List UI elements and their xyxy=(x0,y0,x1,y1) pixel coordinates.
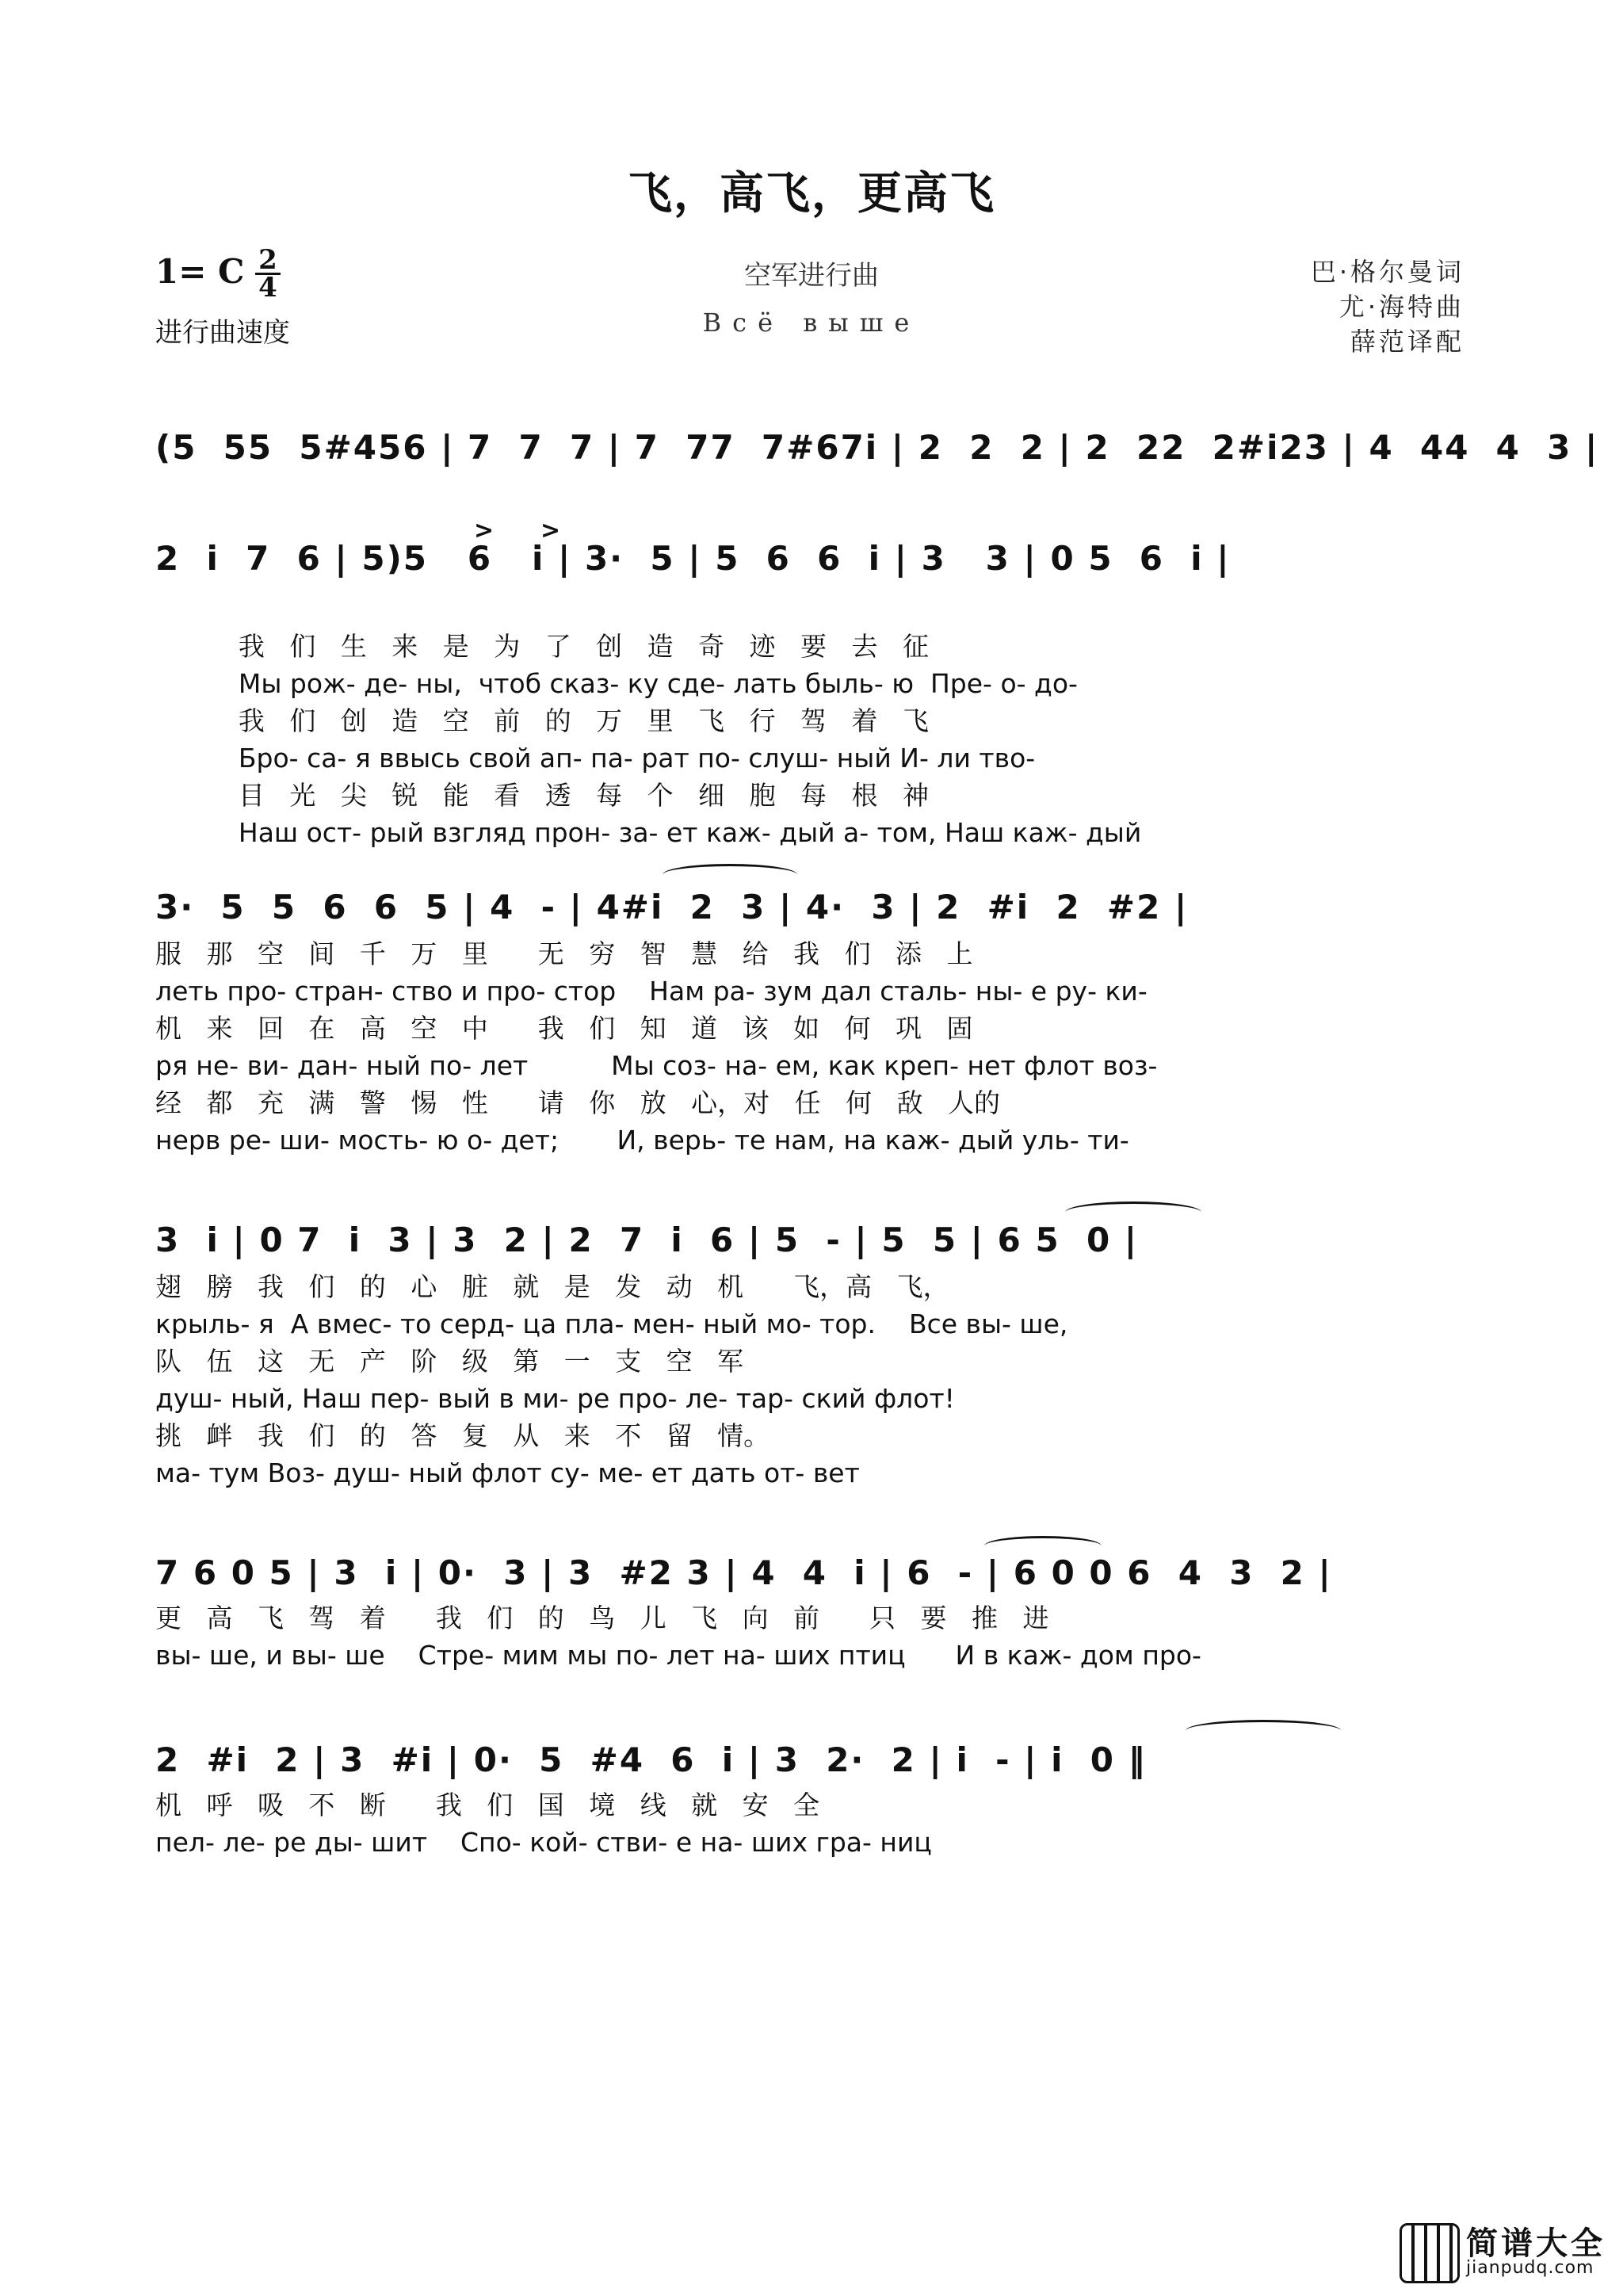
lyrics-verse-2-ru: душ- ный, Наш пер- вый в ми- ре про- ле- тар- ский флот! xyxy=(155,1383,955,1414)
composer-credit: 尤·海特曲 xyxy=(1338,292,1465,322)
piano-keys-icon xyxy=(1400,2223,1460,2283)
lyrics-verse-2-cn: 机 来 回 在 高 空 中 我 们 知 道 该 如 何 巩 固 xyxy=(155,1013,973,1044)
tie-arc xyxy=(663,864,797,885)
notes-line-1: (5 55 5#456 | 7 7 7 | 7 77 7#67i | 2 2 2 | 2 22 2#i23 | 4 44 4 3 | xyxy=(155,428,1599,467)
notes-line-4: 3 i | 0 7 i 3 | 3 2 | 2 7 i 6 | 5 - | 5 5 | 6 5 0 | xyxy=(155,1221,1139,1259)
lyrics-cn: 更 高 飞 驾 着 我 们 的 鸟 儿 飞 向 前 只 要 推 进 xyxy=(155,1603,1049,1633)
score-line-1 xyxy=(155,428,1599,491)
lyrics-ru: пел- ле- ре ды- шит Спо- кой- стви- е на- ших гра- ниц xyxy=(155,1827,932,1858)
time-signature-top: 2 xyxy=(258,244,277,276)
time-signature-bottom: 4 xyxy=(258,272,277,304)
lyrics-verse-3-ru: нерв ре- ши- мость- ю о- дет; И, верь- те нам, на каж- дый уль- ти- xyxy=(155,1125,1129,1156)
notes-line-2: 2 i 7 6 | 5)5 6 i | 3· 5 | 5 6 6 i | 3 3 | 0 5 6 i | xyxy=(155,539,1231,578)
notes-line-6: 2 #i 2 | 3 #i | 0· 5 #4 6 i | 3 2· 2 | i - | i 0 ‖ xyxy=(155,1740,1147,1779)
notes-line-3: 3· 5 5 6 6 5 | 4 - | 4#i 2 3 | 4· 3 | 2 #i 2 #2 | xyxy=(155,888,1189,926)
score-line-5 xyxy=(155,1553,1471,1688)
score-title: 飞，高飞，更高飞 xyxy=(628,168,995,220)
accent-mark: > xyxy=(474,517,495,544)
time-signature xyxy=(252,244,284,304)
subtitle-russian: Всё выше xyxy=(702,308,921,338)
lyrics-verse-3-cn: 经 都 充 满 警 惕 性 请 你 放 心，对 任 何 敌 人的 xyxy=(155,1087,1001,1118)
key-signature: 1= C xyxy=(155,252,245,291)
score-line-4 xyxy=(155,1221,1471,1490)
lyrics-verse-1-ru: Мы рож- де- ны, чтоб сказ- ку сде- лать быль- ю Пре- о- до- xyxy=(155,668,1078,699)
lyrics-verse-3-ru: ма- тум Воз- душ- ный флот су- ме- ет дать от- вет xyxy=(155,1457,860,1488)
lyrics-verse-3-cn: 目 光 尖 锐 能 看 透 每 个 细 胞 每 根 神 xyxy=(155,780,929,811)
lyrics-verse-3-ru: Наш ост- рый взгляд прон- за- ет каж- дый а- том, Наш каж- дый xyxy=(155,817,1142,848)
lyrics-verse-2-cn: 我 们 创 造 空 前 的 万 里 飞 行 驾 着 飞 xyxy=(155,705,929,736)
watermark-url: jianpudq.com xyxy=(1466,2258,1594,2278)
lyrics-verse-3-cn: 挑 衅 我 们 的 答 复 从 来 不 留 情。 xyxy=(155,1420,770,1451)
score-line-6 xyxy=(155,1740,1471,1875)
tie-arc xyxy=(1065,1201,1201,1223)
lyrics-verse-1-cn: 翅 膀 我 们 的 心 脏 就 是 发 动 机 飞，高 飞， xyxy=(155,1271,949,1302)
lyrics-verse-2-ru: Бро- са- я ввысь свой ап- па- рат по- слуш- ный И- ли тво- xyxy=(155,743,1036,774)
watermark-name: 简谱大全 xyxy=(1466,2225,1606,2262)
lyrics-cn: 机 呼 吸 不 断 我 们 国 境 线 就 安 全 xyxy=(155,1790,820,1820)
subtitle: 空军进行曲 xyxy=(744,260,879,292)
site-watermark xyxy=(1400,2218,1606,2285)
lyrics-ru: вы- ше, и вы- ше Стре- мим мы по- лет на- ших птиц И в каж- дом про- xyxy=(155,1640,1201,1671)
score-line-3 xyxy=(155,888,1471,1173)
lyrics-verse-1-ru: леть про- стран- ство и про- стор Нам ра- зум дал сталь- ны- е ру- ки- xyxy=(155,976,1148,1007)
notes-line-5: 7 6 0 5 | 3 i | 0· 3 | 3 #2 3 | 4 4 i | 6 - | 6 0 0 6 4 3 2 | xyxy=(155,1553,1332,1592)
score-line-2 xyxy=(155,517,1471,848)
tempo-marking: 进行曲速度 xyxy=(155,317,290,349)
tie-arc xyxy=(1186,1720,1341,1741)
lyrics-verse-2-cn: 队 伍 这 无 产 阶 级 第 一 支 空 军 xyxy=(155,1346,744,1377)
accent-mark: > xyxy=(540,517,561,544)
lyrics-verse-1-ru: крыль- я А вмес- то серд- ца пла- мен- ный мо- тор. Все вы- ше, xyxy=(155,1308,1068,1339)
lyrics-verse-1-cn: 我 们 生 来 是 为 了 创 造 奇 迹 要 去 征 xyxy=(155,631,929,662)
lyricist-credit: 巴·格尔曼词 xyxy=(1310,257,1465,287)
lyrics-verse-2-ru: ря не- ви- дан- ный по- лет Мы соз- на- ем, как креп- нет флот воз- xyxy=(155,1050,1158,1081)
lyrics-verse-1-cn: 服 那 空 间 千 万 里 无 穷 智 慧 给 我 们 添 上 xyxy=(155,938,973,969)
translator-credit: 薛范译配 xyxy=(1350,327,1465,357)
